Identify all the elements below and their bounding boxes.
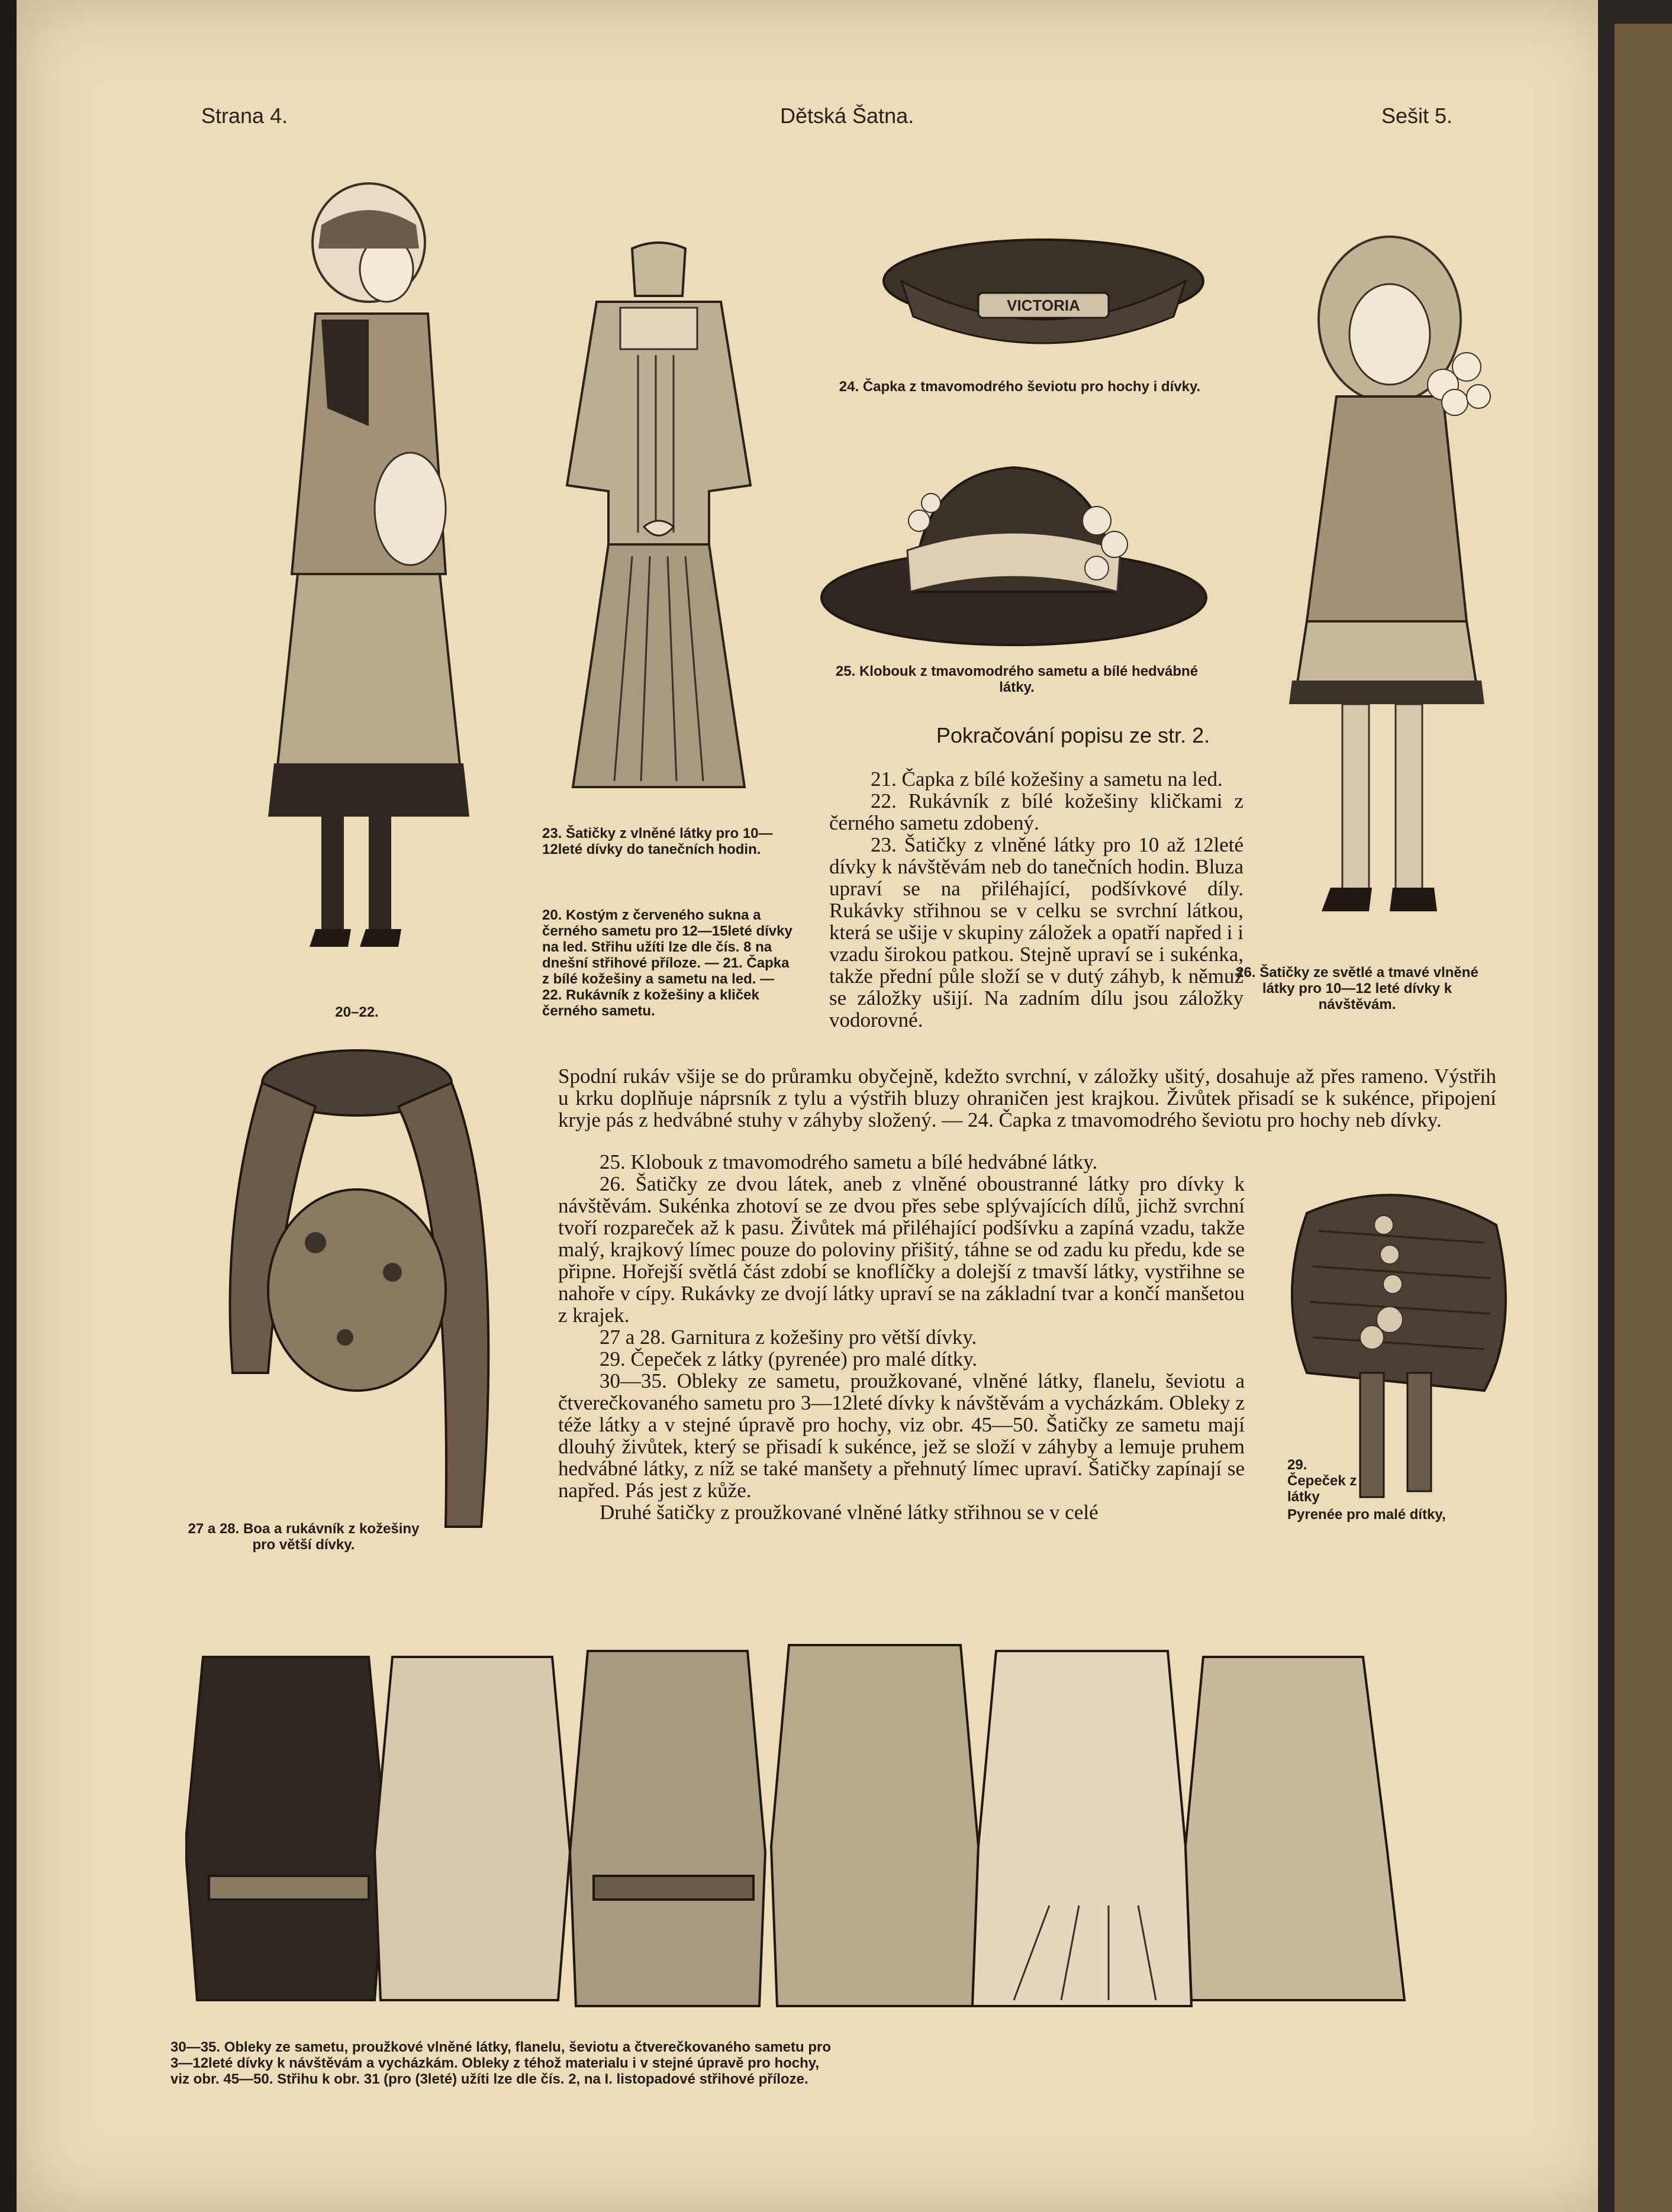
article-wide-block <box>558 1065 1496 1131</box>
caption-fig-25: 25. Klobouk z tmavomodrého sametu a bílé hedvábné látky. <box>835 663 1199 695</box>
article-title: Pokračování popisu ze str. 2. <box>936 723 1210 747</box>
paragraph: 29. Čepeček z látky (pyrenée) pro malé dítky. <box>600 1347 978 1371</box>
paragraph: 30—35. Obleky ze sametu, proužkované, vlněné látky, flanelu, ševiotu a čtverečkovaného sametu pro 3—12leté dívky k návštěvám a vycházkám. Obleky z téže látky a v stejné úpravě pro hochy, viz obr. 45—50. Šatičky ze sametu mají dlouhý živůtek, který se přisadí k sukénce, jež se složí v záhyby a lemuje pruhem hedvábné látky, z níž se také manšety a přehnutý límec upraví. Šatičky zapínají se napřed. Pás jest z kůže. <box>558 1369 1245 1502</box>
paragraph: 27 a 28. Garnitura z kožešiny pro větší dívky. <box>600 1326 977 1349</box>
paragraph: 22. Rukávník z bílé kožešiny kličkami z černého sametu zdobený. <box>829 789 1243 834</box>
hood-bonnet-icon <box>1271 1178 1520 1503</box>
caption-fig-29-a: 29. Čepeček z látky <box>1287 1457 1357 1505</box>
caption-fig-29-b: Pyrenée pro malé dítky, <box>1287 1507 1446 1523</box>
paragraph: 23. Šatičky z vlněné látky pro 10 až 12leté dívky k návštěvám neb do tanečních hodin. Bluza upraví se na přiléhající, podšívkové díly. Rukávky střihnou se v celku se svrchní látkou, která se ušije v skupiny záložek a opatří napřed i i vzadu širokou patkou. Stejně upraví se i sukénka, takže přední půle složí se v dutý záhyb, k němuž se záložky ušijí. Na zadním dílu jsou záložky vodorovné. <box>829 833 1243 1031</box>
dress-on-form-icon <box>531 237 786 793</box>
six-children-dresses-icon <box>185 1598 1505 2024</box>
next-page-edge <box>1615 24 1672 2212</box>
girl-with-flowers-icon <box>1265 231 1502 923</box>
paragraph: Druhé šatičky z proužkované vlněné látky střihnou se v celé <box>600 1501 1098 1524</box>
caption-fig-20-22-desc: 20. Kostým z červeného sukna a černého sametu pro 12—15leté dívky na led. Střihu užíti lze dle čís. 8 na dnešní střihové příloze. — 21. Čapka z bílé kožešiny a sametu na led. — 22. Rukávník z kožešiny a kliček černého sametu. <box>542 907 792 1019</box>
magazine-title: Dětská Šatna. <box>780 104 914 128</box>
caption-fig-20-22-label: 20–22. <box>335 1004 379 1020</box>
sailor-cap-icon <box>878 234 1209 364</box>
velvet-hat-icon <box>819 450 1209 651</box>
article-lower-block <box>558 1151 1245 1523</box>
magazine-page <box>17 0 1615 2212</box>
paragraph: 21. Čapka z bílé kožešiny a sametu na led. <box>871 768 1223 791</box>
paragraph: 26. Šatičky ze dvou látek, aneb z vlněné oboustranné látky pro dívky k návštěvám. Sukénka zhotoví se ze dvou přes sebe splývajících dílů, jichž svrchní tvoří rozpareček až k pasu. Živůtek má přiléhající podšívku a zapíná vzadu, takže malý, krajkový límec pouze do poloviny přišitý, táhne se od zadu ku předu, kde se připne. Hořejší světlá část zdobí se knoflíčky a dolejší z tmavší látky, vystřihne se nahoře v cípy. Rukávky ze dvojí látky upraví se na základní tvar a končí manšetou z krajek. <box>558 1172 1245 1327</box>
paragraph: 25. Klobouk z tmavomodrého sametu a bílé hedvábné látky. <box>600 1150 1098 1173</box>
girl-in-skating-costume-icon <box>250 160 487 965</box>
caption-fig-24: 24. Čapka z tmavomodrého ševiotu pro hochy i dívky. <box>839 379 1201 395</box>
caption-fig-26: 26. Šatičky ze světlé a tmavé vlněné látky pro 10—12 leté dívky k návštěvám. <box>1236 965 1478 1013</box>
page-number: Strana 4. <box>201 104 288 128</box>
issue-number: Sešit 5. <box>1381 104 1453 128</box>
cap-band-text: VICTORIA <box>1007 296 1080 314</box>
paragraph: Spodní rukáv všije se do průramku obyčejně, kdežto svrchní, v záložky ušitý, dosahuje až přes rameno. Výstřih u krku doplňuje náprsník z tylu a výstřih bluzy ohraničen jest krajkou. Živůtek přisadí se k sukénce, připojení kryje pás z hedvábné stuhy v záhyby složený. — 24. Čapka z tmavomodrého ševiotu pro hochy neb dívky. <box>558 1065 1496 1131</box>
fur-boa-and-muff-icon <box>197 1041 517 1550</box>
article-column-top <box>829 768 1243 1031</box>
caption-fig-23: 23. Šatičky z vlněné látky pro 10—12leté dívky do tanečních hodin. <box>542 826 773 857</box>
caption-fig-30-35: 30—35. Obleky ze sametu, proužkové vlněné látky, flanelu, ševiotu a čtverečkovaného sametu pro 3—12leté dívky k návštěvám a vycházkám. Obleky z téhož materialu i v stejné úpravě pro hochy, viz obr. 45—50. Střihu k obr. 31 (pro (3leté) užíti lze dle čís. 2, na I. listopadové střihové příloze. <box>170 2039 831 2087</box>
caption-fig-27-28: 27 a 28. Boa a rukávník z kožešiny pro větší dívky. <box>188 1521 420 1553</box>
